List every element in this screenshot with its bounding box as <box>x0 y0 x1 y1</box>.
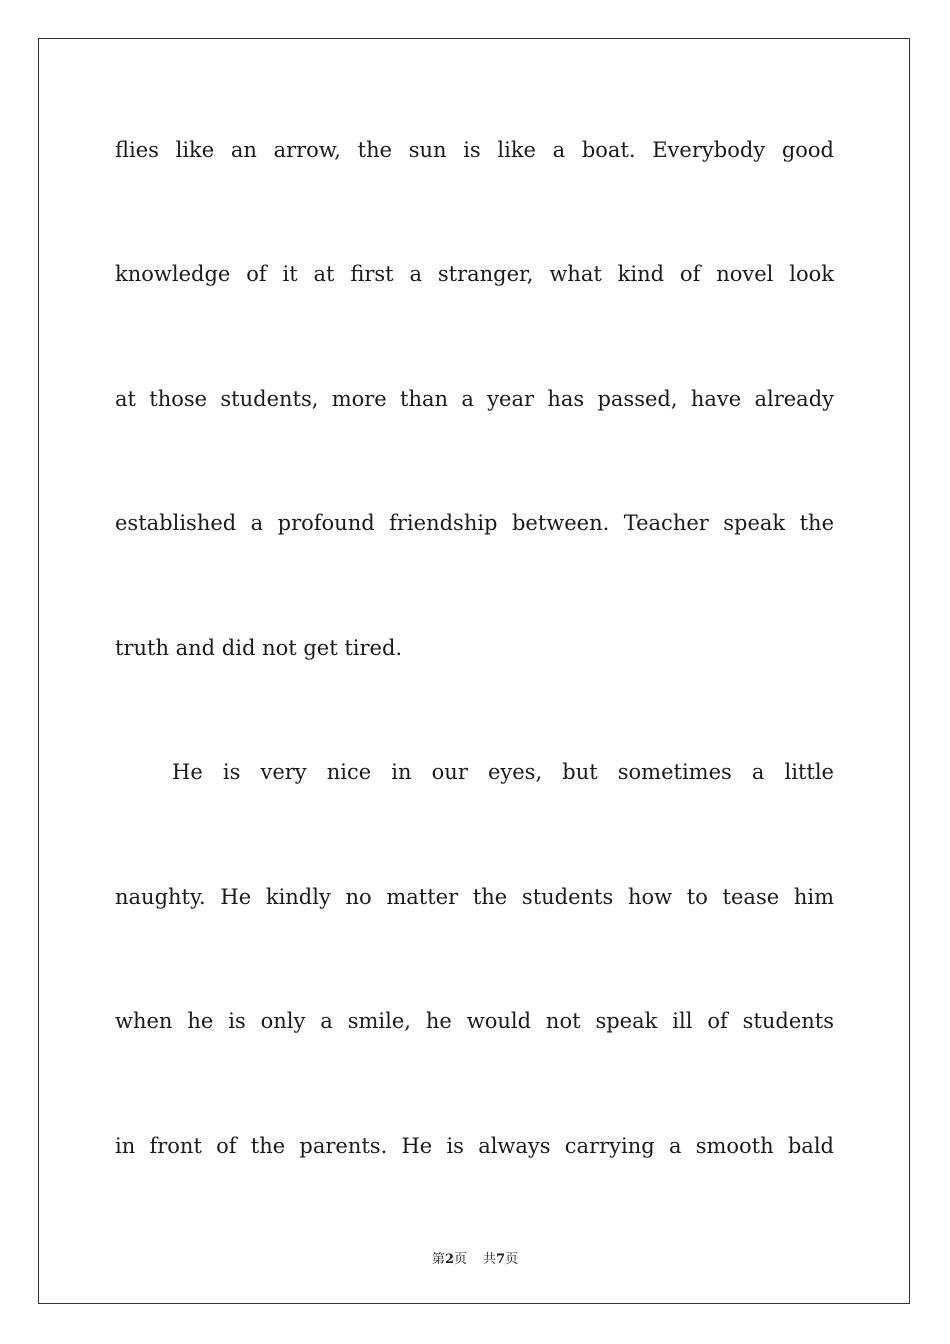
body-text-line: He is very nice in our eyes, but sometimes a little <box>172 760 834 784</box>
body-text-line: flies like an arrow, the sun is like a boat. Everybody good <box>115 138 834 162</box>
body-text-line: knowledge of it at first a stranger, what kind of novel look <box>115 262 834 286</box>
body-text-line: established a profound friendship between. Teacher speak the <box>115 511 834 535</box>
body-text-line: truth and did not get tired. <box>115 636 403 660</box>
page-border <box>38 38 910 1304</box>
page-footer <box>0 1248 950 1267</box>
page-indicator: 第2页 <box>431 1252 467 1267</box>
body-text-line: when he is only a smile, he would not speak ill of students <box>115 1009 834 1033</box>
total-pages-indicator: 共7页 <box>483 1252 519 1267</box>
body-text-line: at those students, more than a year has passed, have already <box>115 387 834 411</box>
body-text-line: in front of the parents. He is always carrying a smooth bald <box>115 1134 834 1158</box>
body-text-line: naughty. He kindly no matter the students how to tease him <box>115 885 834 909</box>
